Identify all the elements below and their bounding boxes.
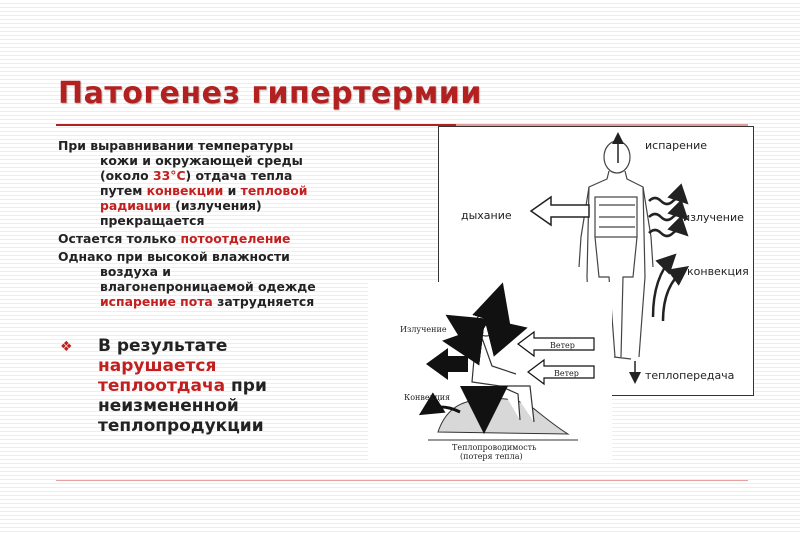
term-disrupted: нарушается	[98, 356, 217, 376]
temperature-value: 33°C	[153, 168, 186, 183]
term-convection: конвекции	[146, 183, 224, 198]
bottom-rule	[56, 480, 748, 481]
p1-line4: путем конвекции и тепловой	[100, 183, 308, 198]
label-radiation: излучение	[683, 211, 744, 224]
paragraph-1	[58, 138, 378, 228]
label-convection-2: Конвекция	[404, 393, 451, 402]
label-heat-transfer: теплопередача	[645, 369, 735, 382]
term-sweat-evaporation: испарение пота	[100, 294, 213, 309]
term-heat-loss: теплоотдача	[98, 376, 226, 396]
label-breathing: дыхание	[461, 209, 512, 222]
body-text	[58, 138, 378, 312]
label-radiation-2: Излучение	[400, 325, 447, 334]
bullet-diamond-icon: ❖	[60, 339, 73, 355]
p1-line6: прекращается	[100, 213, 205, 228]
term-thermal: тепловой	[240, 183, 308, 198]
label-evaporation: испарение	[645, 139, 707, 152]
figure-sitting-man	[368, 282, 612, 462]
p1-line3: (около 33°C) отдача тепла	[100, 168, 293, 183]
p1-line2: кожи и окружающей среды	[100, 153, 303, 168]
label-conduction-2: (потеря тепла)	[460, 452, 523, 461]
label-wind-2: Ветер	[554, 369, 579, 378]
term-radiation: радиации	[100, 198, 171, 213]
paragraph-2: Остается только потоотделение	[58, 231, 291, 246]
p1-line1: При выравнивании температуры	[58, 138, 294, 153]
slide-title: Патогенез гипертермии	[58, 76, 482, 111]
label-conduction-1: Теплопроводимость	[452, 443, 537, 452]
label-wind-1: Ветер	[550, 341, 575, 350]
term-sweating: потоотделение	[180, 231, 291, 246]
paragraph-3: Однако при высокой влажности воздуха и влагонепроницаемой одежде испарение пота затрудняется	[58, 249, 316, 309]
result-bullet: ❖ В результате нарушается теплоотдача при неизмененной теплопродукции	[60, 336, 360, 436]
label-convection: конвекция	[687, 265, 749, 278]
p1-line5: радиации (излучения)	[100, 198, 262, 213]
